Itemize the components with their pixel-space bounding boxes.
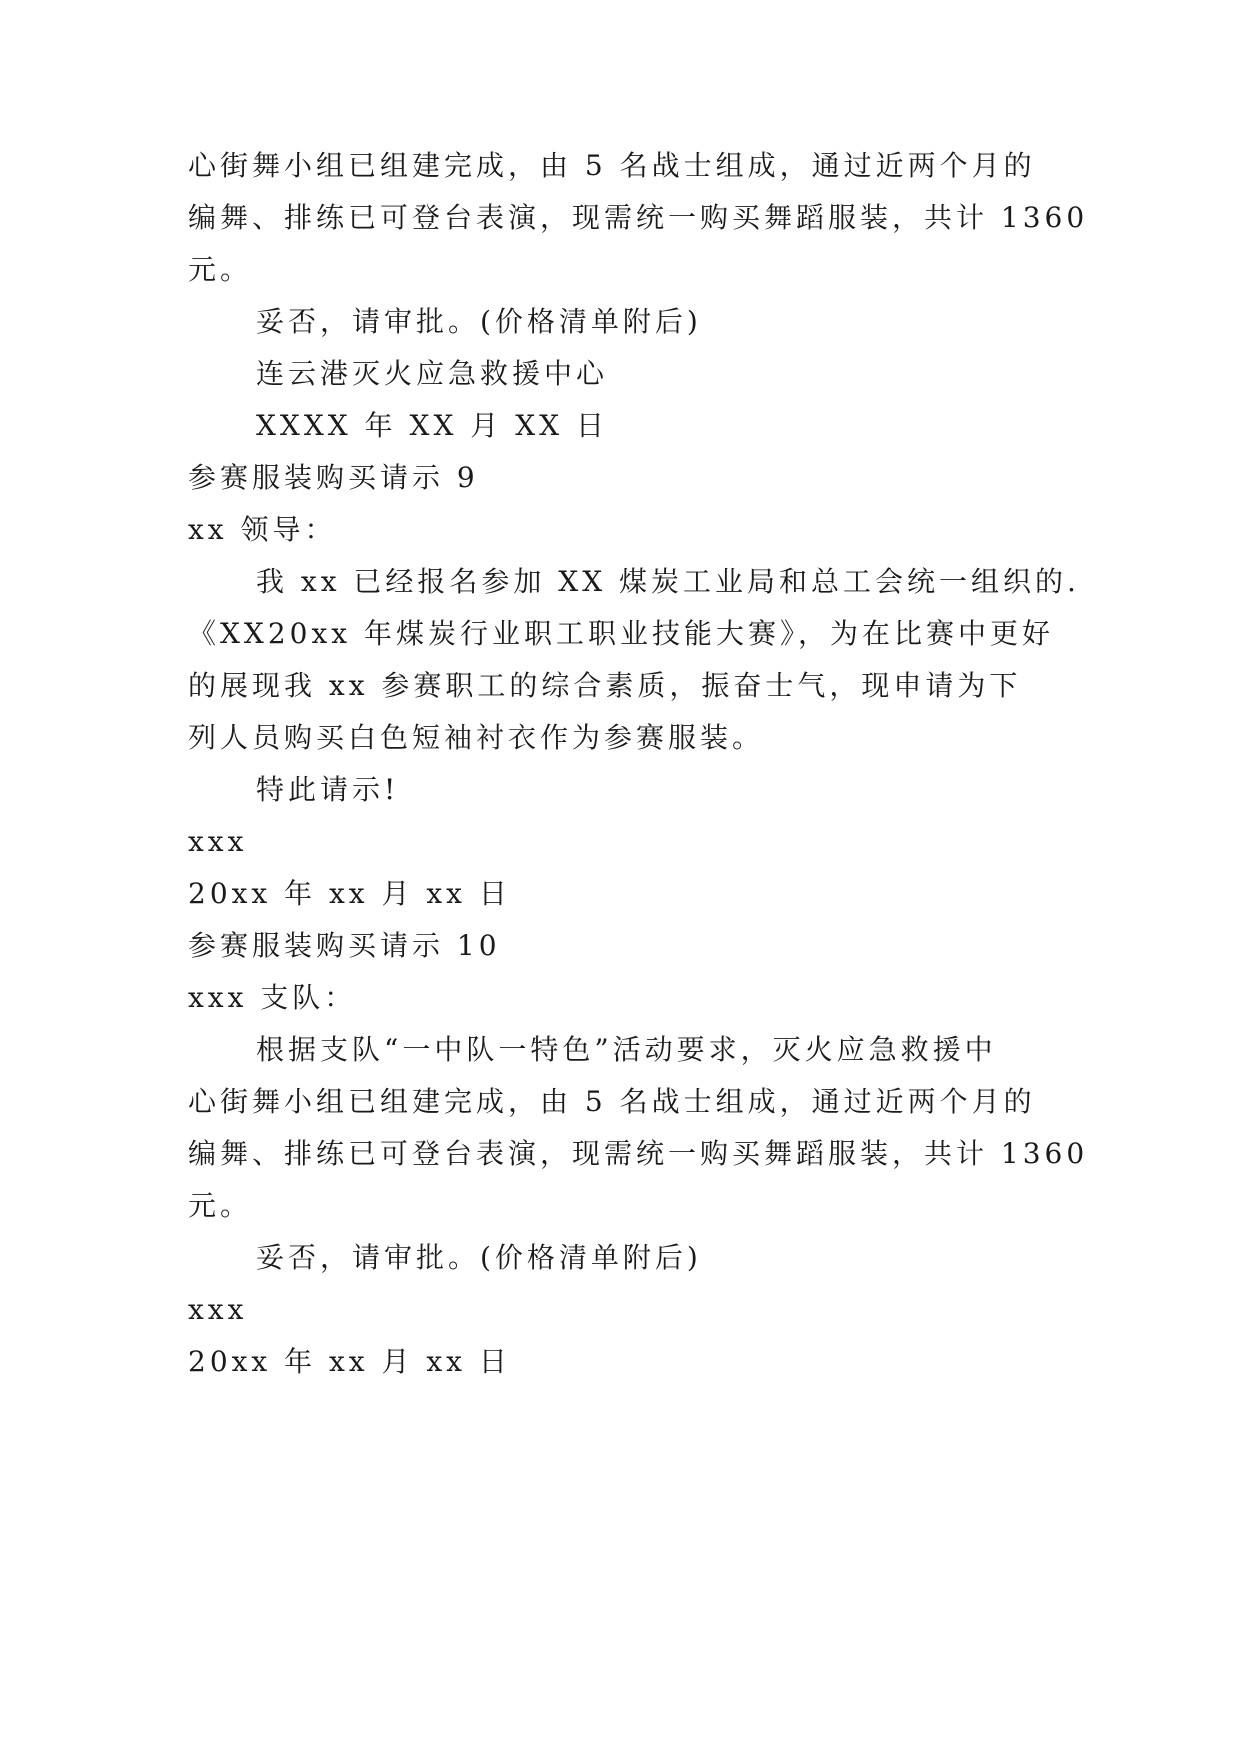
- signature-date: XXXX 年 XX 月 XX 日: [256, 409, 608, 442]
- paragraph-line: 编舞、排练已可登台表演，现需统一购买舞蹈服装，共计 1360: [188, 1137, 1089, 1170]
- paragraph-line: 列人员购买白色短袖衬衣作为参赛服装。: [188, 721, 765, 754]
- paragraph-line: 我 xx 已经报名参加 XX 煤炭工业局和总工会统一组织的.: [256, 565, 1080, 598]
- paragraph-line: 根据支队“一中队一特色”活动要求，灭火应急救援中: [256, 1033, 997, 1066]
- signature-name: xxx: [188, 825, 248, 858]
- salutation: xx 领导：: [188, 513, 337, 546]
- paragraph-line: 元。: [188, 253, 253, 286]
- paragraph-line: 元。: [188, 1189, 253, 1222]
- paragraph-line: 的展现我 xx 参赛职工的综合素质，振奋士气，现申请为下: [188, 669, 1022, 702]
- paragraph-line: 编舞、排练已可登台表演，现需统一购买舞蹈服装，共计 1360: [188, 201, 1089, 234]
- paragraph-line: 《XX20xx 年煤炭行业职工职业技能大赛》，为在比赛中更好: [188, 617, 1054, 650]
- request-approval-line: 妥否，请审批。(价格清单附后): [256, 1241, 702, 1274]
- paragraph-line: 心街舞小组已组建完成，由 5 名战士组成，通过近两个月的: [188, 149, 1036, 182]
- request-approval-line: 妥否，请审批。(价格清单附后): [256, 305, 702, 338]
- paragraph-line: 心街舞小组已组建完成，由 5 名战士组成，通过近两个月的: [188, 1085, 1036, 1118]
- section-heading: 参赛服装购买请示 10: [188, 929, 501, 962]
- signature-organization: 连云港灭火应急救援中心: [256, 357, 609, 390]
- signature-date: 20xx 年 xx 月 xx 日: [188, 877, 511, 910]
- salutation: xxx 支队：: [188, 981, 357, 1014]
- section-heading: 参赛服装购买请示 9: [188, 461, 479, 494]
- closing-phrase: 特此请示!: [256, 773, 400, 806]
- signature-date: 20xx 年 xx 月 xx 日: [188, 1345, 511, 1378]
- signature-name: xxx: [188, 1293, 248, 1326]
